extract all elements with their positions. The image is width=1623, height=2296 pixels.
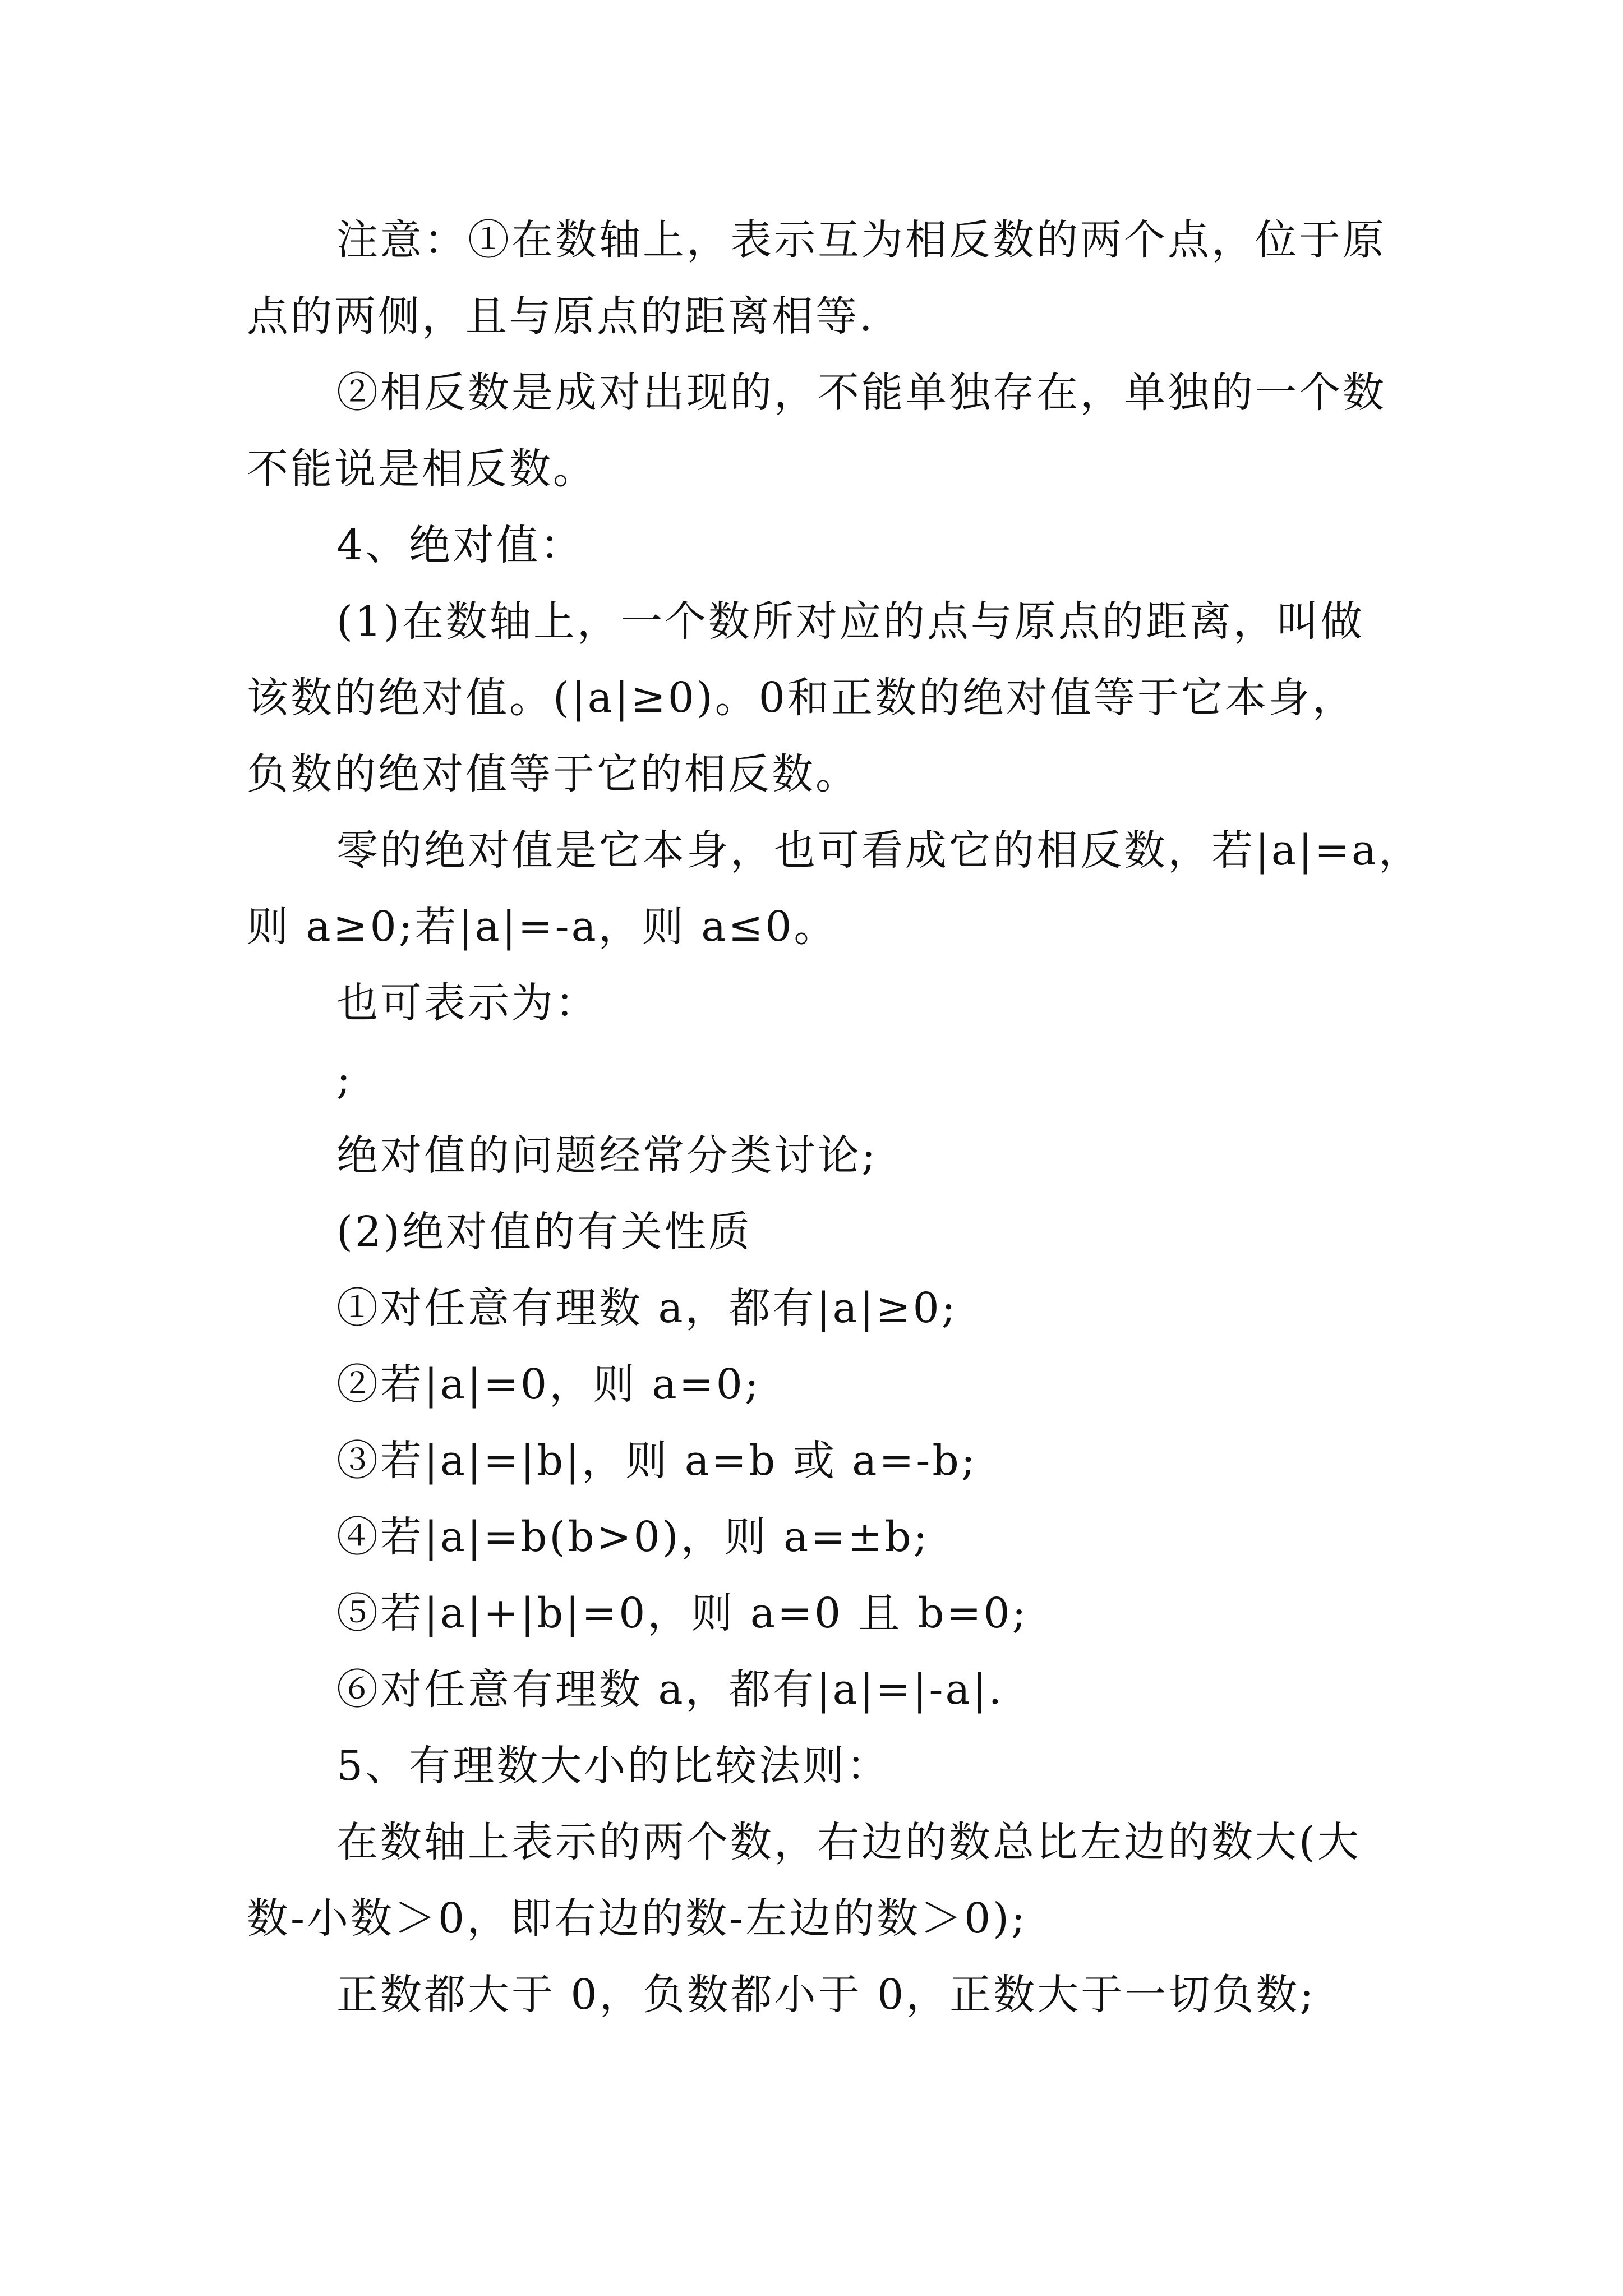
property-item-4: ④若|a|=b(b>0)，则 a=±b; — [336, 1513, 930, 1561]
definition-line-1: (1)在数轴上，一个数所对应的点与原点的距离，叫做 — [336, 597, 1364, 646]
section-heading-comparison: 5、有理数大小的比较法则： — [336, 1742, 891, 1790]
note-line-2: 点的两侧，且与原点的距离相等. — [247, 292, 875, 341]
definition-line-3: 负数的绝对值等于它的相反数。 — [247, 750, 859, 798]
comparison-line-3: 正数都大于 0，负数都小于 0，正数大于一切负数; — [336, 1971, 1316, 2019]
zero-rule-line-2: 则 a≥0;若|a|=-a，则 a≤0。 — [247, 903, 838, 951]
note-line-4: 不能说是相反数。 — [247, 445, 597, 493]
note-line-1: 注意：①在数轴上，表示互为相反数的两个点，位于原 — [336, 216, 1386, 264]
section-heading-absolute-value: 4、绝对值： — [336, 521, 584, 569]
comparison-line-1: 在数轴上表示的两个数，右边的数总比左边的数大(大 — [336, 1818, 1361, 1866]
semicolon-line: ; — [336, 1055, 353, 1103]
document-body — [247, 202, 1423, 2033]
definition-line-2: 该数的绝对值。(|a|≥0)。0和正数的绝对值等于它本身， — [247, 674, 1356, 722]
note-line-3: ②相反数是成对出现的，不能单独存在，单独的一个数 — [336, 369, 1386, 417]
property-item-6: ⑥对任意有理数 a，都有|a|=|-a|. — [336, 1665, 1004, 1714]
property-item-3: ③若|a|=|b|，则 a=b 或 a=-b; — [336, 1437, 978, 1485]
zero-rule-line-1: 零的绝对值是它本身，也可看成它的相反数，若|a|=a， — [336, 826, 1423, 875]
comparison-line-2: 数-小数＞0，即右边的数-左边的数＞0); — [247, 1894, 1027, 1943]
property-item-2: ②若|a|=0，则 a=0; — [336, 1360, 761, 1409]
properties-heading: (2)绝对值的有关性质 — [336, 1208, 752, 1256]
representation-line: 也可表示为： — [336, 979, 599, 1027]
classification-line: 绝对值的问题经常分类讨论; — [336, 1131, 878, 1180]
property-item-1: ①对任意有理数 a，都有|a|≥0; — [336, 1284, 958, 1332]
property-item-5: ⑤若|a|+|b|=0，则 a=0 且 b=0; — [336, 1589, 1029, 1637]
